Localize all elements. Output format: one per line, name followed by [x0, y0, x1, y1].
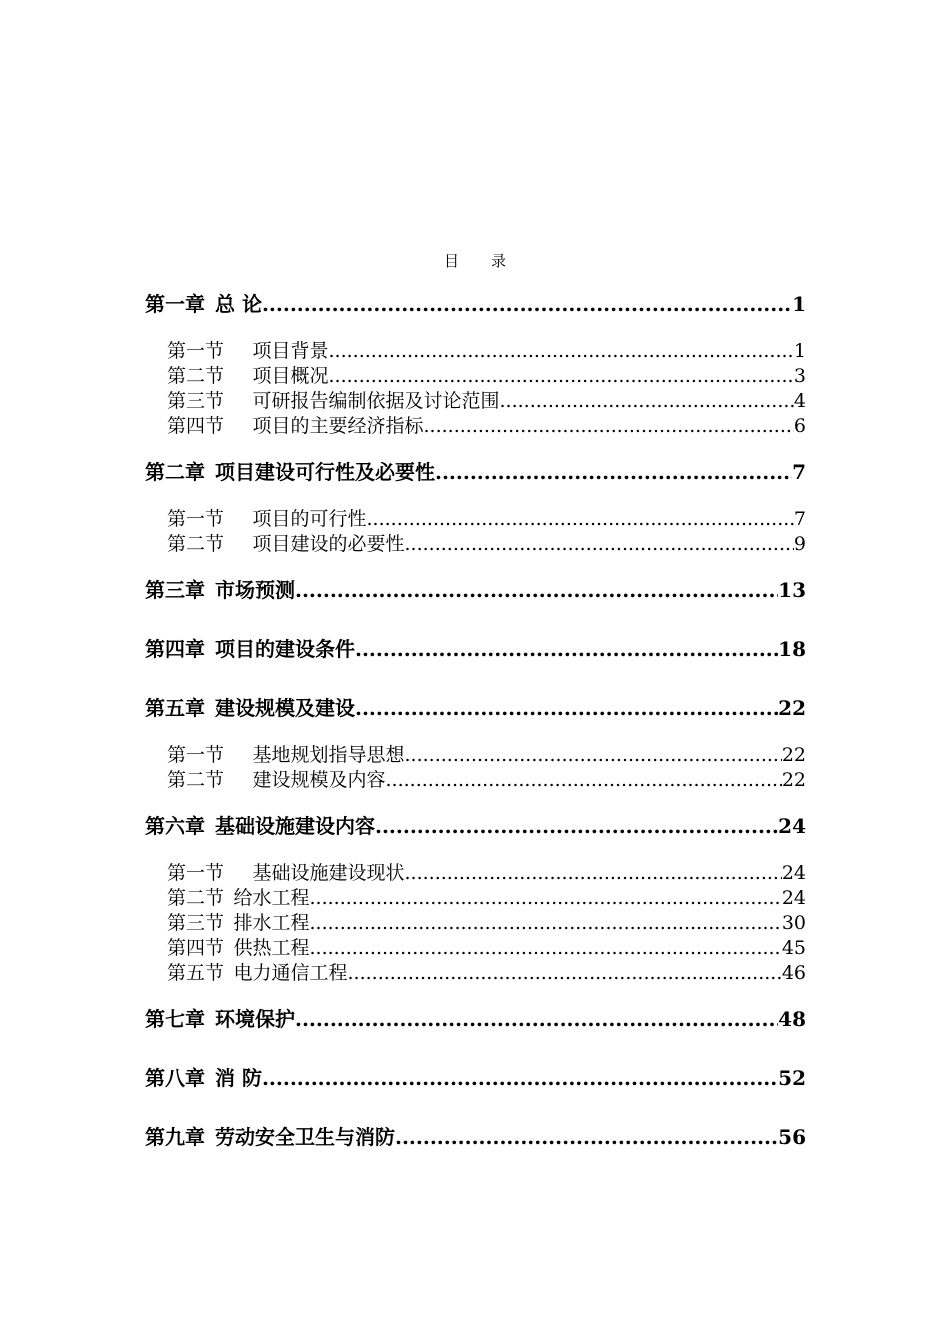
toc-chapter-entry[interactable] — [145, 576, 806, 604]
toc-entry-label: 第二章 项目建设可行性及必要性 — [145, 460, 435, 484]
toc-page-number: 56 — [778, 1125, 806, 1149]
toc-chapter-entry[interactable] — [145, 635, 806, 663]
toc-leader-dots — [355, 635, 778, 663]
toc-page-number: 48 — [778, 1007, 806, 1031]
toc-leader-dots — [405, 743, 782, 768]
toc-entry-label: 第二节 项目建设的必要性 — [167, 533, 405, 555]
toc-page-number: 9 — [793, 533, 806, 555]
toc-title: 目录 — [443, 252, 538, 270]
toc-entry-label: 第二节 项目概况 — [167, 365, 329, 387]
toc-entry-label: 第三节 排水工程 — [167, 912, 310, 934]
toc-section-entry[interactable] — [145, 414, 806, 439]
toc-section-entry[interactable] — [145, 861, 806, 886]
toc-section-entry[interactable] — [145, 768, 806, 793]
toc-leader-dots — [395, 1123, 778, 1151]
toc-entry-label: 第七章 环境保护 — [145, 1007, 295, 1031]
toc-entry-label: 第二节 建设规模及内容 — [167, 769, 386, 791]
toc-leader-dots — [295, 576, 778, 604]
toc-entry-label: 第一节 基础设施建设现状 — [167, 862, 405, 884]
toc-leader-dots — [435, 458, 792, 486]
toc-leader-dots — [310, 936, 782, 961]
toc-page-number: 6 — [793, 415, 806, 437]
table-of-contents — [145, 290, 806, 1151]
toc-page-number: 22 — [778, 696, 806, 720]
toc-leader-dots — [329, 339, 794, 364]
toc-page-number: 24 — [778, 814, 806, 838]
toc-page-number: 24 — [781, 862, 806, 884]
toc-page-number: 3 — [793, 365, 806, 387]
toc-leader-dots — [310, 886, 782, 911]
toc-section-entry[interactable] — [145, 339, 806, 364]
toc-entry-label: 第一章 总 论 — [145, 292, 262, 316]
toc-leader-dots — [262, 290, 792, 318]
toc-entry-label: 第四章 项目的建设条件 — [145, 637, 355, 661]
toc-page-number: 46 — [781, 962, 806, 984]
toc-leader-dots — [355, 694, 778, 722]
toc-leader-dots — [386, 768, 782, 793]
toc-entry-label: 第三节 可研报告编制依据及讨论范围 — [167, 390, 500, 412]
toc-leader-dots — [329, 364, 794, 389]
toc-page-number: 7 — [793, 508, 806, 530]
toc-page-number: 45 — [781, 937, 806, 959]
toc-page-number: 22 — [781, 769, 806, 791]
toc-section-entry[interactable] — [145, 886, 806, 911]
toc-leader-dots — [405, 532, 794, 557]
toc-section-entry[interactable] — [145, 364, 806, 389]
toc-entry-label: 第一节 基地规划指导思想 — [167, 744, 405, 766]
toc-section-entry[interactable] — [145, 743, 806, 768]
toc-chapter-entry[interactable] — [145, 1005, 806, 1033]
toc-section-entry[interactable] — [145, 911, 806, 936]
toc-leader-dots — [367, 507, 794, 532]
toc-page-number: 22 — [781, 744, 806, 766]
toc-page-number: 4 — [793, 390, 806, 412]
toc-leader-dots — [348, 961, 782, 986]
toc-section-entry[interactable] — [145, 507, 806, 532]
toc-entry-label: 第一节 项目的可行性 — [167, 508, 367, 530]
toc-page-number: 7 — [792, 460, 806, 484]
toc-page-number: 1 — [792, 292, 806, 316]
toc-section-entry[interactable] — [145, 936, 806, 961]
toc-entry-label: 第四节 供热工程 — [167, 937, 310, 959]
toc-page-number: 30 — [781, 912, 806, 934]
toc-chapter-entry[interactable] — [145, 812, 806, 840]
toc-entry-label: 第四节 项目的主要经济指标 — [167, 415, 424, 437]
toc-entry-label: 第三章 市场预测 — [145, 578, 295, 602]
toc-entry-label: 第六章 基础设施建设内容 — [145, 814, 375, 838]
toc-page-number: 24 — [781, 887, 806, 909]
toc-entry-label: 第一节 项目背景 — [167, 340, 329, 362]
toc-page-number: 52 — [778, 1066, 806, 1090]
toc-entry-label: 第九章 劳动安全卫生与消防 — [145, 1125, 395, 1149]
toc-chapter-entry[interactable] — [145, 1064, 806, 1092]
toc-chapter-entry[interactable] — [145, 694, 806, 722]
toc-section-entry[interactable] — [145, 532, 806, 557]
toc-section-entry[interactable] — [145, 389, 806, 414]
toc-entry-label: 第八章 消 防 — [145, 1066, 262, 1090]
toc-entry-label: 第五章 建设规模及建设 — [145, 696, 355, 720]
toc-chapter-entry[interactable] — [145, 458, 806, 486]
toc-leader-dots — [310, 911, 782, 936]
toc-leader-dots — [500, 389, 794, 414]
toc-entry-label: 第五节 电力通信工程 — [167, 962, 348, 984]
toc-chapter-entry[interactable] — [145, 290, 806, 318]
toc-section-entry[interactable] — [145, 961, 806, 986]
toc-page-number: 18 — [778, 637, 806, 661]
toc-leader-dots — [295, 1005, 778, 1033]
toc-leader-dots — [424, 414, 794, 439]
toc-entry-label: 第二节 给水工程 — [167, 887, 310, 909]
toc-leader-dots — [262, 1064, 778, 1092]
toc-page-number: 1 — [793, 340, 806, 362]
toc-leader-dots — [405, 861, 782, 886]
toc-leader-dots — [375, 812, 778, 840]
toc-chapter-entry[interactable] — [145, 1123, 806, 1151]
toc-page-number: 13 — [778, 578, 806, 602]
